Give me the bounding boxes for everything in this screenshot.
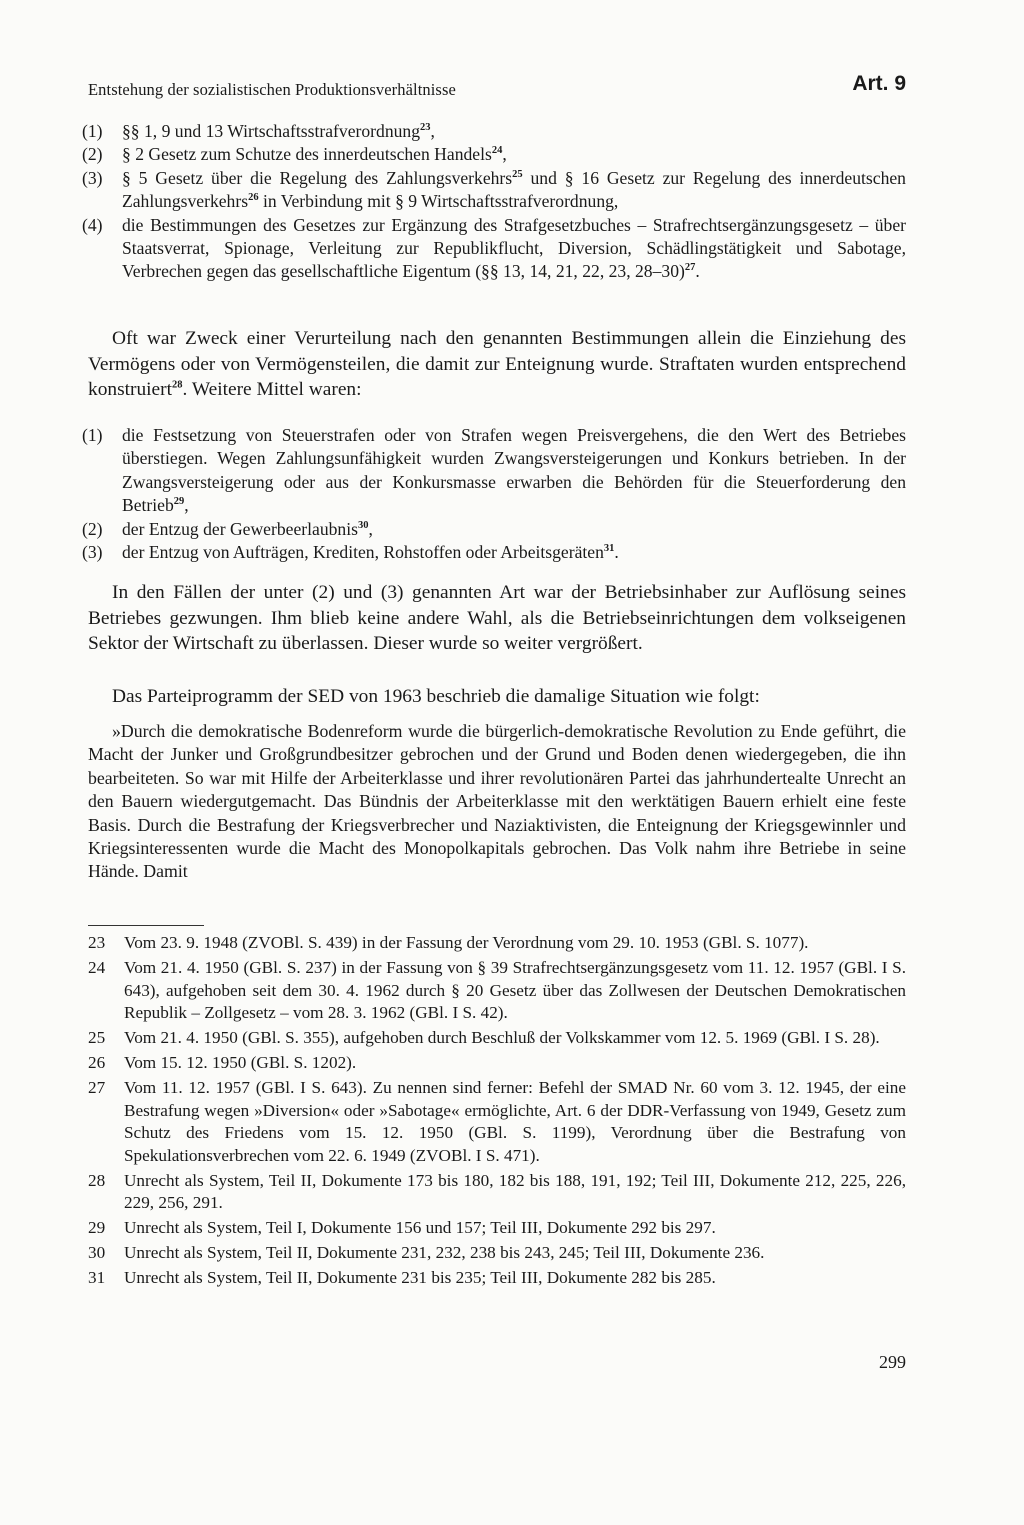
list-item: (1) §§ 1, 9 und 13 Wirtschaftsstrafverordnung$^{23}$, <box>82 120 906 143</box>
page-header <box>88 72 906 104</box>
list-item: (4) die Bestimmungen des Gesetzes zur Ergänzung des Strafgesetzbuches – Strafrechtsergänzungsgesetz – über Staatsverrat, Spionage, Verleitung zur Republikflucht, Diversion, Schädlingstätigkeit und Sabotage, Verbrechen gegen das gesellschaftliche Eigentum (§§ 13, 14, 21, 22, 23, 28–30)$^{27}$. <box>82 214 906 282</box>
footnote-ref[interactable]: 23 <box>420 122 431 134</box>
footnote: 26 Vom 15. 12. 1950 (GBl. S. 1202). <box>88 1052 906 1075</box>
running-head: Entstehung der sozialistischen Produktionsverhältnisse <box>88 80 456 99</box>
body-paragraph: Das Parteiprogramm der SED von 1963 beschrieb die damalige Situation wie folgt: <box>112 686 760 707</box>
list-number: (3) <box>82 542 103 563</box>
footnote: 27 Vom 11. 12. 1957 (GBl. I S. 643). Zu nennen sind ferner: Befehl der SMAD Nr. 60 vom 3. 12. 1945, der eine Bestrafung wegen »Diversion« oder »Sabotage« ermöglichte, Art. 6 der DDR-Verfassung von 1949, Gesetz zum Schutz des Friedens vom 15. 12. 1950 (GBl. S. 1199), Verordnung über die Bestrafung von Spekulationsverbrechen vom 22. 6. 1949 (ZVOBl. I S. 471). <box>88 1078 906 1165</box>
offense-list <box>82 120 906 284</box>
footnote: 30 Unrecht als System, Teil II, Dokumente 231, 232, 238 bis 243, 245; Teil III, Dokumente 236. <box>88 1242 906 1265</box>
footnote: 29 Unrecht als System, Teil I, Dokumente 156 und 157; Teil III, Dokumente 292 bis 297. <box>88 1217 906 1240</box>
footnote-number: 27 <box>88 1078 106 1098</box>
footnote: 28 Unrecht als System, Teil II, Dokumente 173 bis 180, 182 bis 188, 191, 192; Teil III, Dokumente 212, 225, 226, 229, 256, 291. <box>88 1170 906 1213</box>
list-number: (1) <box>82 121 103 141</box>
page-number: 299 <box>879 1352 906 1372</box>
list-item: (2) § 2 Gesetz zum Schutze des innerdeutschen Handels$^{24}$, <box>82 143 906 166</box>
footnotes <box>88 932 906 1292</box>
footnote-number: 23 <box>88 933 106 952</box>
list-item: (3) der Entzug von Aufträgen, Krediten, Rohstoffen oder Arbeitsgeräten$^{31}$. <box>82 541 906 564</box>
footnote: 23 Vom 23. 9. 1948 (ZVOBl. S. 439) in der Fassung der Verordnung vom 29. 10. 1953 (GBl. S. 1077). <box>88 932 906 955</box>
means-list <box>82 424 906 564</box>
list-item: (3) § 5 Gesetz über die Regelung des Zahlungsverkehrs$^{25}$ und § 16 Gesetz zur Regelung des innerdeutschen Zahlungsverkehrs$^{26}$ in Verbindung mit § 9 Wirtschaftsstrafverordnung, <box>82 167 906 212</box>
footnote-ref[interactable]: 28 <box>172 379 183 391</box>
list-number: (2) <box>82 144 103 165</box>
body-paragraph: In den Fällen der unter (2) und (3) genannten Art war der Betriebsinhaber zur Auflösung seines Betriebes gezwungen. Ihm blieb keine andere Wahl, als die Betriebseinrichtungen dem volkseigenen Sektor der Wirtschaft zu überlassen. Dieser wurde so weiter vergrößert. <box>88 582 906 655</box>
footnote: 31 Unrecht als System, Teil II, Dokumente 231 bis 235; Teil III, Dokumente 282 bis 285. <box>88 1267 906 1290</box>
footnote-number: 29 <box>88 1218 106 1238</box>
list-item: (2) der Entzug der Gewerbeerlaubnis$^{30}$, <box>82 518 906 541</box>
list-number: (3) <box>82 167 103 188</box>
list-number: (1) <box>82 425 103 445</box>
list-number: (4) <box>82 214 103 235</box>
footnote-number: 26 <box>88 1053 106 1073</box>
article-label: Art. 9 <box>852 72 906 95</box>
footnote-number: 31 <box>88 1268 106 1288</box>
footnote-number: 28 <box>88 1170 106 1190</box>
footnote: 25 Vom 21. 4. 1950 (GBl. S. 355), aufgehoben durch Beschluß der Volkskammer vom 12. 5. 1969 (GBl. I S. 28). <box>88 1027 906 1050</box>
footnote-ref[interactable]: 25 <box>512 168 523 180</box>
list-item: (1) die Festsetzung von Steuerstrafen oder von Strafen wegen Preisvergehens, die den Wert des Betriebes überstiegen. Wegen Zahlungsunfähigkeit wurden Zwangsversteigerungen und Konkurs betrieben. In der Zwangsversteigerung oder aus der Konkursmasse erwarben die Behörden für die Steuerforderung den Betrieb$^{29}$, <box>82 425 906 516</box>
footnote-ref[interactable]: 24 <box>491 145 503 157</box>
footnote-ref[interactable]: 29 <box>173 496 185 508</box>
footnote-number: 25 <box>88 1028 106 1048</box>
program-quote: »Durch die demokratische Bodenreform wurde die bürgerlich-demokratische Revolution zu Ende geführt, die Macht der Junker und Großgrundbesitzer gebrochen und der Grund und Boden denen wiedergegeben, die ihn bearbeiteten. So war mit Hilfe der Arbeiterklasse und ihrer revolutionären Partei das jahrhundertealte Unrecht an den Bauern wiedergutgemacht. Das Bündnis der Arbeiterklasse mit den werktätigen Bauern erhielt eine feste Basis. Durch die Bestrafung der Kriegsverbrecher und Naziaktivisten, die Enteignung der Kriegsgewinnler und Kriegsinteressenten wurde die Macht des Monopolkapitals gebrochen. Das Volk nahm ihre Betriebe in seine Hände. Damit <box>88 721 906 882</box>
footnote-number: 24 <box>88 957 106 977</box>
footnote-ref[interactable]: 30 <box>357 519 369 531</box>
footnote: 24 Vom 21. 4. 1950 (GBl. S. 237) in der Fassung von § 39 Strafrechtsergänzungsgesetz vom 11. 12. 1957 (GBl. I S. 643), aufgehoben seit dem 30. 4. 1962 durch § 20 Gesetz über das Zollwesen der Deutschen Demokratischen Republik – Zollgesetz – vom 28. 3. 1962 (GBl. I S. 42). <box>88 957 906 1023</box>
footnote-number: 30 <box>88 1243 106 1263</box>
footnote-ref[interactable]: 27 <box>684 262 696 274</box>
list-number: (2) <box>82 518 103 539</box>
body-paragraph: Oft war Zweck einer Verurteilung nach den genannten Bestimmungen allein die Einziehung des Vermögens oder von Vermögensteilen, die damit zur Enteignung wurde. Straftaten wurden entsprechend konstruiert$^{28}$. Weitere Mittel waren: <box>88 328 906 401</box>
footnote-ref[interactable]: 31 <box>603 543 615 555</box>
footnote-divider <box>88 925 204 926</box>
footnote-ref[interactable]: 26 <box>248 192 259 204</box>
